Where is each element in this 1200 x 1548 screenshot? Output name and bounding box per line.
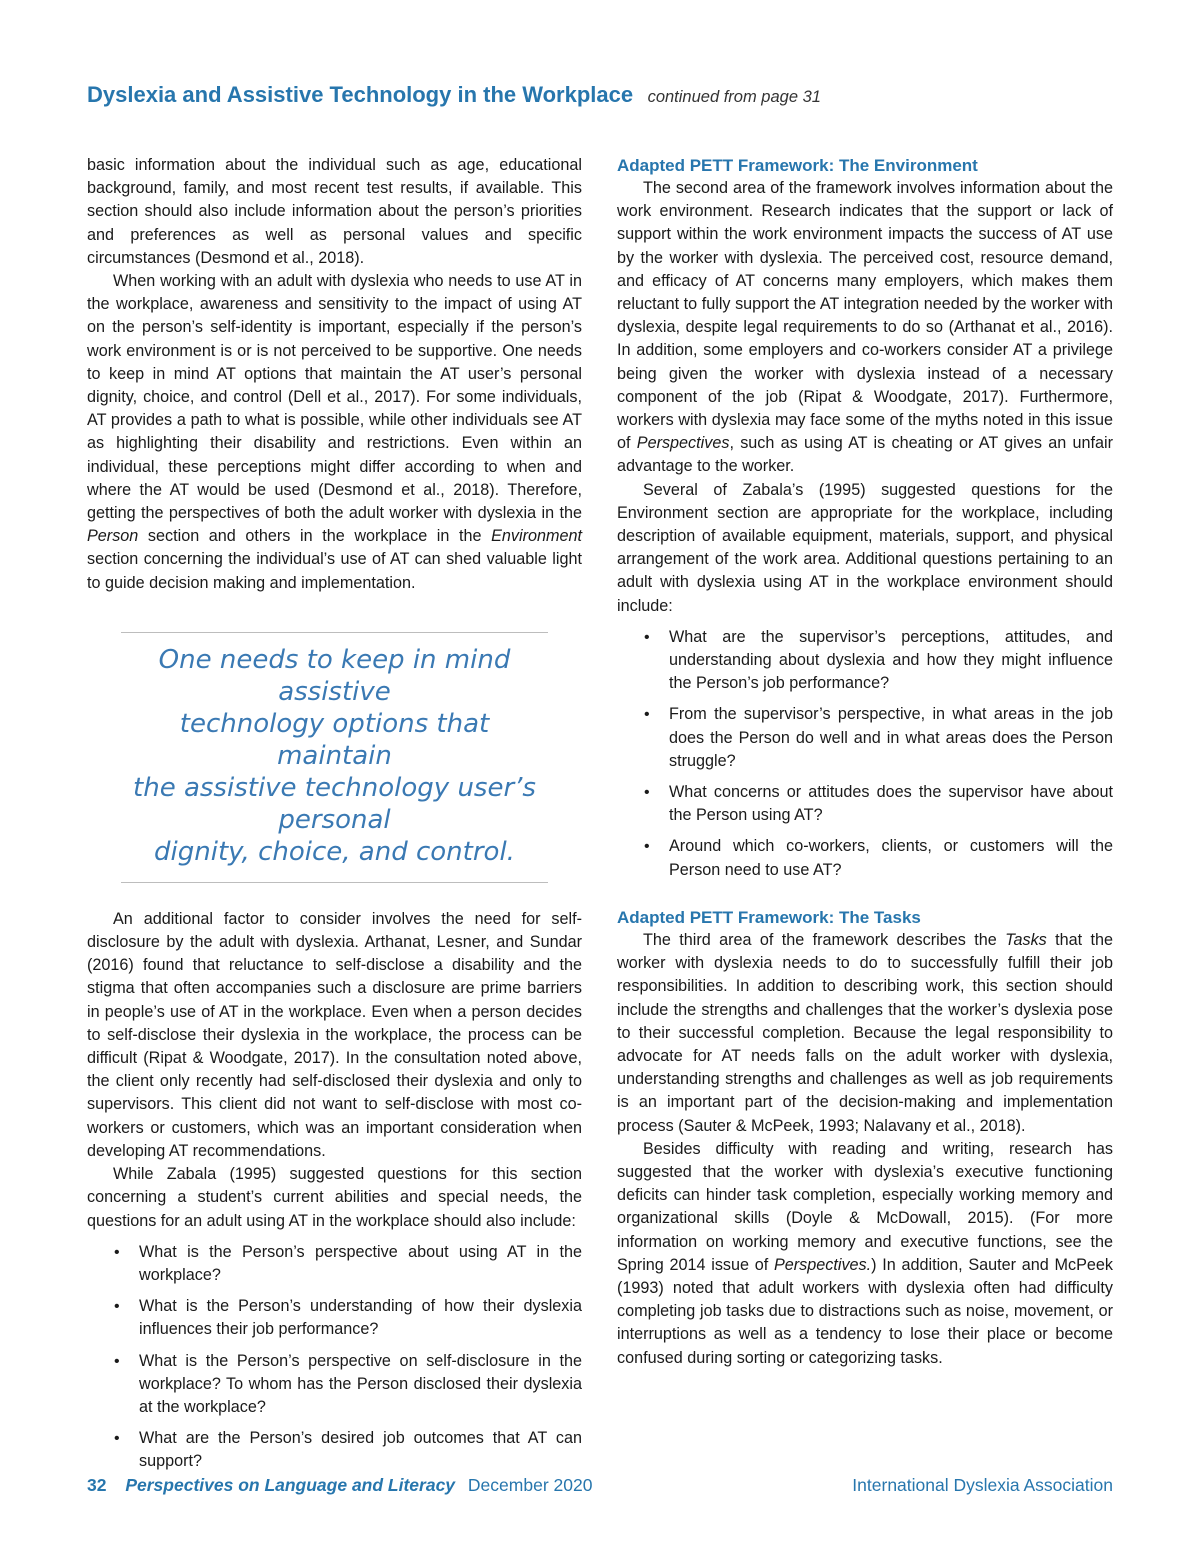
right-column xyxy=(617,154,1113,1370)
environment-questions-list xyxy=(617,626,1113,882)
list-item: • Around which co-workers, clients, or customers will the Person need to use AT? xyxy=(644,837,1113,879)
continued-note: continued from page 31 xyxy=(647,88,821,106)
bullet-icon: • xyxy=(114,1352,120,1370)
pull-quote-line: technology options that maintain xyxy=(179,708,490,771)
page-number: 32 xyxy=(87,1475,107,1495)
bullet-icon: • xyxy=(644,628,650,646)
paragraph: Besides difficulty with reading and writing, research has suggested that the worker with dyslexia’s executive functioning deficits can hinder task completion, especially working memory and organizational skills (Doyle & McDowall, 2015). (For more information on working memory and executive functions, see the Spring 2014 issue of Perspectives.) In addition, Sauter and McPeek (1993) noted that adult workers with dyslexia often had difficulty completing job tasks due to distractions such as noise, movement, or interruptions as well as a tendency to lose their place or become confused during sorting or categorizing tasks. xyxy=(617,1139,1113,1367)
list-item: • What are the supervisor’s perceptions, attitudes, and understanding about dyslexia and how they might influence the Person’s job performance? xyxy=(644,627,1113,693)
paragraph: basic information about the individual such as age, educational background, family, and most recent test results, if available. This section should also include information about the person’s priorities and preferences as well as personal values and specific circumstances (Desmond et al., 2018). xyxy=(87,156,582,267)
pull-quote-line: the assistive technology user’s personal xyxy=(133,772,536,835)
bullet-icon: • xyxy=(644,838,650,856)
issue-date: December 2020 xyxy=(467,1475,593,1495)
bullet-icon: • xyxy=(114,1430,120,1448)
pull-quote xyxy=(121,632,548,883)
list-item: • What is the Person’s perspective on self-disclosure in the workplace? To whom has the Person disclosed their dyslexia at the workplace? xyxy=(114,1351,582,1416)
bullet-icon: • xyxy=(644,784,650,802)
pull-quote-line: dignity, choice, and control. xyxy=(154,836,515,867)
list-item: • What concerns or attitudes does the supervisor have about the Person using AT? xyxy=(644,783,1113,825)
paragraph: When working with an adult with dyslexia who needs to use AT in the workplace, awareness and sensitivity to the impact of using AT on the person’s self-identity is important, especially if the person’s work environment is or is not perceived to be supportive. One needs to keep in mind AT options that maintain the AT user’s personal dignity, choice, and control (Dell et al., 2017). For some individuals, AT provides a path to what is possible, while other individuals see AT as highlighting their disability and restrictions. Even within an individual, these perceptions might differ according to when and where the AT would be used (Desmond et al., 2018). Therefore, getting the perspectives of both the adult worker with dyslexia in the Person section and others in the workplace in the Environment section concerning the individual’s use of AT can shed valuable light to guide decision making and implementation. xyxy=(87,272,582,592)
page-footer xyxy=(87,1475,1113,1496)
person-questions-list xyxy=(87,1241,582,1474)
list-item: • What is the Person’s perspective about using AT in the workplace? xyxy=(114,1242,582,1284)
paragraph: An additional factor to consider involves the need for self-disclosure by the adult with dyslexia. Arthanat, Lesner, and Sundar (2016) found that reluctance to self-disclose a disability and the stigma that often accompanies such a disclosure are prime barriers in people’s use of AT in the workplace. Even when a person decides to self-disclose their dyslexia in the workplace, the process can be difficult (Ripat & Woodgate, 2017). In the consultation noted above, the client only recently had self-disclosed their dyslexia and only to supervisors. This client did not want to self-disclose with most co-workers or customers, which was an important consideration when developing AT recommendations. xyxy=(87,909,582,1160)
bullet-icon: • xyxy=(114,1298,120,1316)
paragraph: The second area of the framework involves information about the work environment. Research indicates that the support or lack of support within the work environment impacts the success of AT use by the worker with dyslexia. The perceived cost, resource demand, and efficacy of AT concerns many employers, which makes them reluctant to fully support the AT integration needed by the worker with dyslexia, despite legal requirements to do so (Arthanat et al., 2016). In addition, some employers and co-workers consider AT a privilege being given the worker with dyslexia instead of a necessary component of the job (Ripat & Woodgate, 2017). Furthermore, workers with dyslexia may face some of the myths noted in this issue of Perspectives, such as using AT is cheating or AT gives an unfair advantage to the worker. xyxy=(617,179,1113,476)
paragraph: The third area of the framework describes the Tasks that the worker with dyslexia needs to do to successfully fulfill their job responsibilities. In addition to describing work, this section should include the strengths and challenges that the worker’s dyslexia pose to their successful completion. Because the legal responsibility to advocate for AT needs falls on the adult worker with dyslexia, understanding strengths and challenges as well as job requirements is an important part of the decision-making and implementation process (Sauter & McPeek, 1993; Nalavany et al., 2018). xyxy=(617,930,1114,1135)
pull-quote-line: One needs to keep in mind assistive xyxy=(158,644,511,707)
section-heading-tasks: Adapted PETT Framework: The Tasks xyxy=(617,907,921,927)
association-name: International Dyslexia Association xyxy=(852,1475,1113,1495)
article-title: Dyslexia and Assistive Technology in the Workplace xyxy=(87,82,634,107)
paragraph: While Zabala (1995) suggested questions for this section concerning a student’s current abilities and special needs, the questions for an adult using AT in the workplace should also include: xyxy=(87,1165,582,1230)
bullet-icon: • xyxy=(114,1243,120,1261)
paragraph: Several of Zabala’s (1995) suggested questions for the Environment section are appropriate for the workplace, including description of available equipment, materials, support, and physical arrangement of the work area. Additional questions pertaining to an adult with dyslexia using AT in the workplace environment should include: xyxy=(617,480,1113,615)
list-item: • What is the Person’s understanding of how their dyslexia influences their job performance? xyxy=(114,1297,582,1339)
page-header xyxy=(87,82,1117,108)
bullet-icon: • xyxy=(644,706,650,724)
list-item: • What are the Person’s desired job outcomes that AT can support? xyxy=(114,1429,582,1471)
left-column xyxy=(87,154,582,1482)
list-item: • From the supervisor’s perspective, in what areas in the job does the Person do well and in what areas does the Person struggle? xyxy=(644,705,1113,770)
journal-title: Perspectives on Language and Literacy xyxy=(125,1475,456,1495)
section-heading-environment: Adapted PETT Framework: The Environment xyxy=(617,156,978,175)
